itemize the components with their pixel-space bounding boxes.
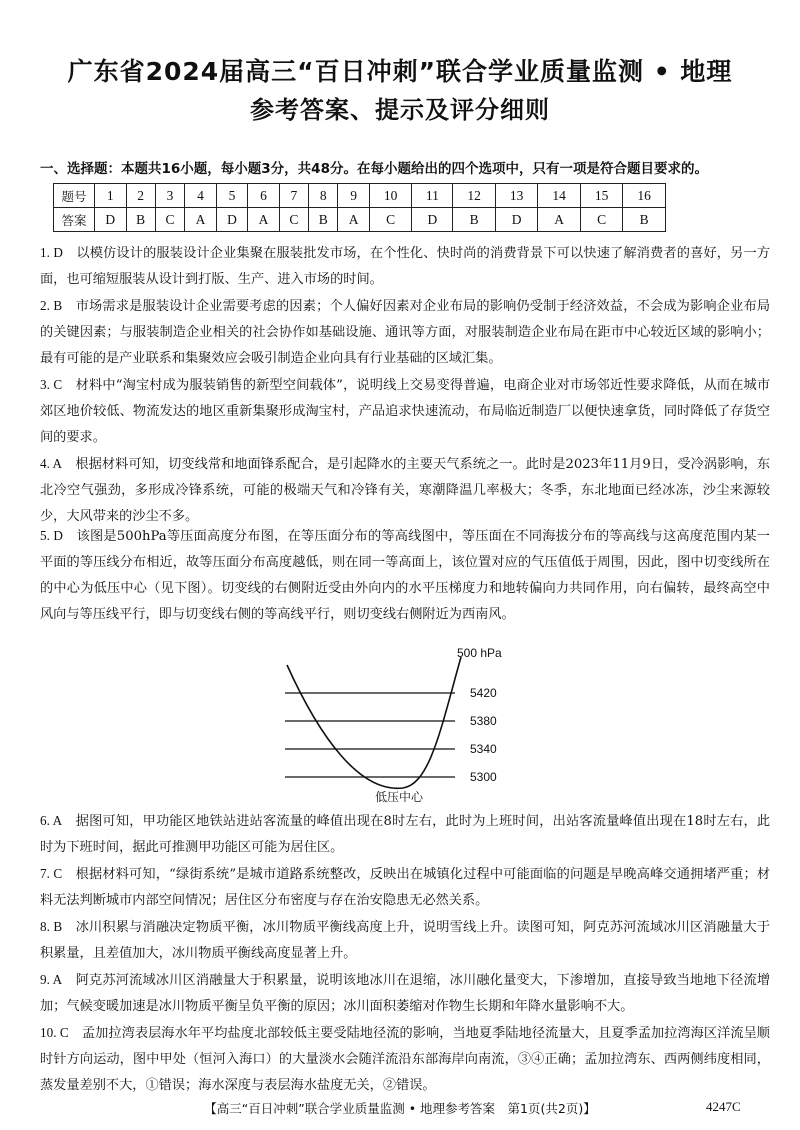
- answer-cell: A: [248, 208, 280, 232]
- item-number: 2. B: [40, 298, 63, 313]
- item-number: 6. A: [40, 813, 63, 828]
- answer-cell: B: [309, 208, 338, 232]
- question-number: 14: [538, 184, 580, 208]
- question-number: 6: [248, 184, 280, 208]
- page-subtitle: 参考答案、提示及评分细则: [250, 96, 550, 124]
- document-code: 4247C: [706, 1099, 741, 1114]
- explanation-item: [40, 372, 770, 451]
- item-number: 1. D: [40, 245, 63, 260]
- item-text: 该图是500hPa等压面高度分布图，在等压面分布的等高线图中，等压面在不同海拔分布的等高线与这高度范围内某一平面的等压线分布相近，故等压面分布高度越低，则在同一等高面上，该位置对应的气压值低于周围，因此，图中切变线所在的中心为低压中心（见下图）。切变线的右侧附近受由外向内的水平压梯度力和地转偏向力共同作用，向右偏转，最终高空中风向与等压线平行，即与切变线右侧的等高线平行，则切变线右侧附近为西南风。: [40, 529, 770, 622]
- contour-label: 5380: [470, 714, 497, 728]
- question-number: 12: [453, 184, 495, 208]
- answer-cell: A: [538, 208, 580, 232]
- pressure-level-label: 500 hPa: [457, 646, 502, 660]
- answer-cell: D: [495, 208, 537, 232]
- page-footer: 【高三“百日冲刺”联合学业质量监测 • 地理参考答案 第1页(共2页)】: [204, 1101, 596, 1116]
- question-number: 2: [126, 184, 155, 208]
- answer-cell: C: [155, 208, 184, 232]
- contour-label: 5300: [470, 770, 497, 784]
- explanation-item: [40, 523, 770, 628]
- answer-cell: C: [369, 208, 411, 232]
- answer-cell: D: [412, 208, 453, 232]
- row-label: 答案: [54, 208, 95, 232]
- contour-label: 5420: [470, 686, 497, 700]
- answer-cell: B: [453, 208, 495, 232]
- answer-cell: C: [580, 208, 622, 232]
- item-number: 9. A: [40, 972, 63, 987]
- item-number: 4. A: [40, 456, 63, 471]
- explanation-item: [40, 451, 770, 530]
- answer-cell: B: [623, 208, 666, 232]
- explanation-5: [40, 523, 770, 628]
- question-number: 4: [185, 184, 217, 208]
- row-label: 题号: [54, 184, 95, 208]
- answer-cell: B: [126, 208, 155, 232]
- question-number: 3: [155, 184, 184, 208]
- page-title: 广东省2024届高三“百日冲刺”联合学业质量监测 • 地理: [67, 57, 733, 86]
- item-number: 8. B: [40, 919, 63, 934]
- explanation-item: [40, 914, 770, 967]
- item-text: 市场需求是服装设计企业需要考虑的因素；个人偏好因素对企业布局的影响仍受制于经济效益，不会成为影响企业布局的关键因素；与服装制造企业相关的社会协作如基础设施、通讯等方面，对服装制造企业布局在距市中心较近区域的影响小；最有可能的是产业联系和集聚效应会吸引制造企业向具有行业基础的区域汇集。: [40, 299, 771, 366]
- item-text: 孟加拉湾表层海水年平均盐度北部较低主要受陆地径流的影响，当地夏季陆地径流量大，且夏季孟加拉湾海区洋流呈顺时针方向运动，图中甲处（恒河入海口）的大量淡水会随洋流沿东部海岸向南流，③④正确；孟加拉湾东、西两侧纬度相同，蒸发量差别不大，①错误；海水深度与表层海水盐度无关，②错误。: [40, 1026, 770, 1093]
- item-number: 7. C: [40, 866, 63, 881]
- answer-cell: D: [216, 208, 248, 232]
- question-number: 15: [580, 184, 622, 208]
- contour-label: 5340: [470, 742, 497, 756]
- shear-line-curve: [287, 657, 461, 788]
- item-number: 3. C: [40, 377, 63, 392]
- answer-table-answer-row: [54, 208, 666, 232]
- item-number: 5. D: [40, 528, 63, 543]
- section-heading: 一、选择题：本题共16小题，每小题3分，共48分。在每小题给出的四个选项中，只有一项是符合题目要求的。: [40, 161, 708, 177]
- item-text: 冰川积累与消融决定物质平衡，冰川物质平衡线高度上升，说明雪线上升。读图可知，阿克苏河流域冰川区消融量大于积累量，且差值加大，冰川物质平衡线高度显著上升。: [40, 920, 771, 961]
- explanation-item: [40, 967, 770, 1020]
- question-number: 1: [95, 184, 127, 208]
- item-text: 根据材料可知，切变线常和地面锋系配合，是引起降水的主要天气系统之一。此时是2023年11月9日，受冷涡影响，东北冷空气强劲，多形成冷锋系统，可能的极端天气和冷锋有关，寒潮降温几率极大；冬季，东北地面已经冰冻，沙尘来源较少，大风带来的沙尘不多。: [40, 457, 771, 524]
- explanation-item: [40, 861, 770, 914]
- item-text: 根据材料可知，“绿街系统”是城市道路系统整改，反映出在城镇化过程中可能面临的问题是早晚高峰交通拥堵严重；材料无法判断城市内部空间情况；居住区分布密度与存在治安隐患无必然关系。: [40, 867, 771, 908]
- item-text: 阿克苏河流域冰川区消融量大于积累量，说明该地冰川在退缩，冰川融化量变大，下渗增加，直接导致当地地下径流增加；气候变暖加速是冰川物质平衡呈负平衡的原因；冰川面积萎缩对作物生长期和年降水量影响不大。: [40, 973, 771, 1014]
- explanation-item: [40, 1020, 770, 1099]
- item-number: 10. C: [40, 1025, 69, 1040]
- item-text: 材料中“淘宝村成为服装销售的新型空间载体”，说明线上交易变得普遍，电商企业对市场邻近性要求降低，从而在城市郊区地价较低、物流发达的地区重新集聚形成淘宝村，产品追求快速流动，布局临近制造厂以便快速拿货，同时降低了存货空间的要求。: [40, 378, 771, 445]
- explanation-item: [40, 240, 770, 293]
- answer-cell: D: [95, 208, 127, 232]
- question-number: 13: [495, 184, 537, 208]
- question-number: 11: [412, 184, 453, 208]
- isobar-diagram: [265, 643, 515, 805]
- question-number: 7: [279, 184, 308, 208]
- explanations-1-4: [40, 240, 770, 530]
- explanation-item: [40, 293, 770, 372]
- question-number: 9: [338, 184, 370, 208]
- low-pressure-center-label: 低压中心: [375, 790, 424, 804]
- question-number: 8: [309, 184, 338, 208]
- explanations-6-10: [40, 808, 770, 1099]
- question-number: 10: [369, 184, 411, 208]
- question-number: 16: [623, 184, 666, 208]
- answer-table: [53, 183, 666, 232]
- item-text: 以模仿设计的服装设计企业集聚在服装批发市场，在个性化、快时尚的消费背景下可以快速了解消费者的喜好，另一方面，也可缩短服装从设计到打版、生产、进入市场的时间。: [40, 246, 771, 287]
- answer-table-number-row: [54, 184, 666, 208]
- answer-cell: A: [185, 208, 217, 232]
- item-text: 据图可知，甲功能区地铁站进站客流量的峰值出现在8时左右，此时为上班时间，出站客流量峰值出现在18时左右，此时为下班时间，据此可推测甲功能区可能为居住区。: [40, 814, 771, 855]
- explanation-item: [40, 808, 770, 861]
- question-number: 5: [216, 184, 248, 208]
- answer-cell: A: [338, 208, 370, 232]
- answer-cell: C: [279, 208, 308, 232]
